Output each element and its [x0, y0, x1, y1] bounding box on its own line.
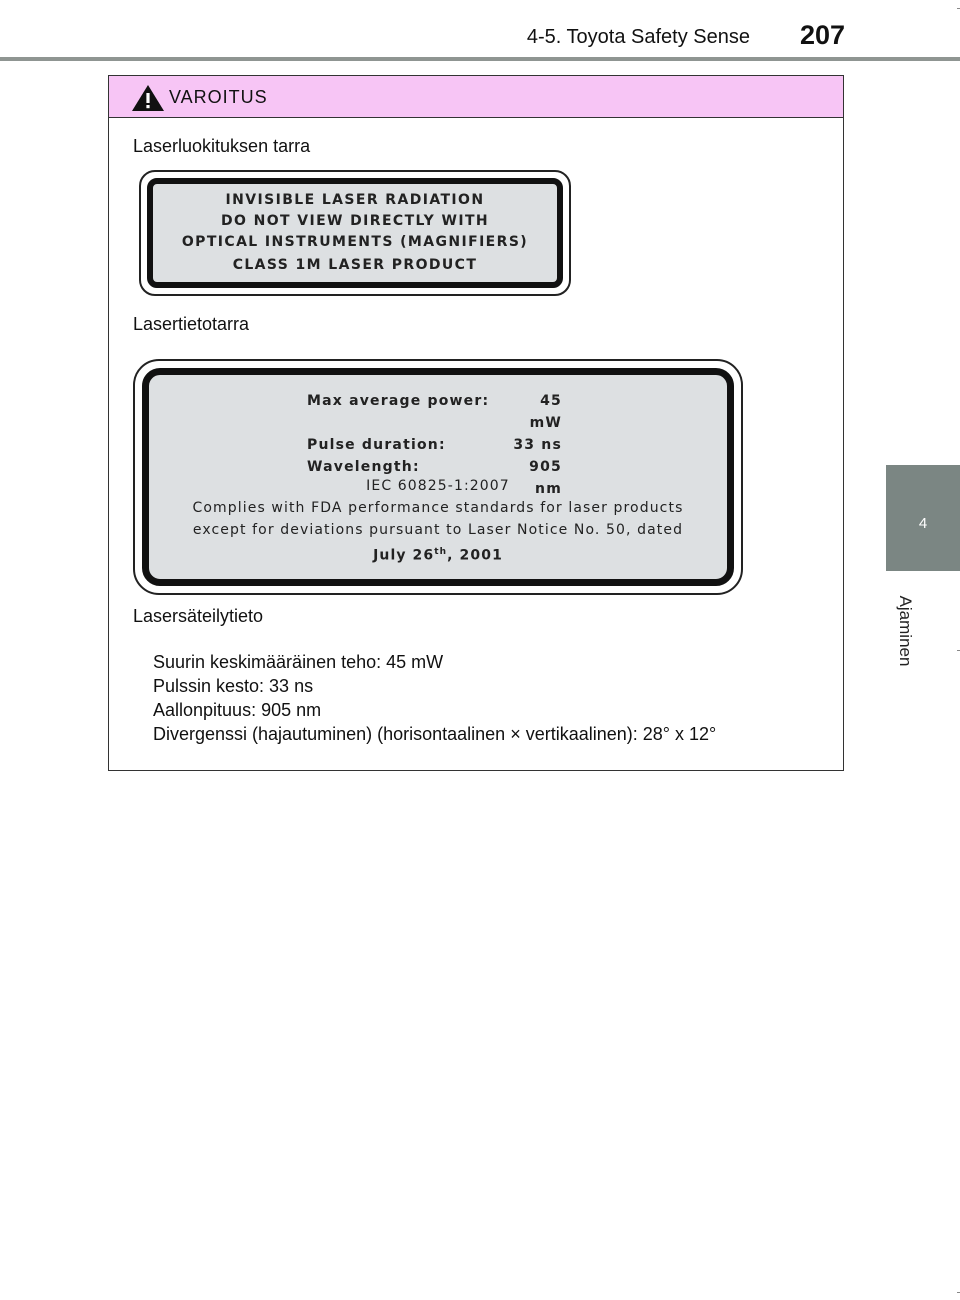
compliance-text: except for deviations pursuant to Laser Notice No. 50, dated — [192, 522, 684, 538]
header-rule — [0, 57, 960, 61]
chapter-label: Ajaminen — [896, 595, 915, 667]
chapter-label-wrapper — [893, 585, 917, 675]
radiation-info-title: Lasersäteilytieto — [133, 606, 264, 626]
spec-key: Max average power: — [307, 393, 490, 409]
spec-value: 45 mW — [529, 393, 562, 431]
classification-label-line: OPTICAL INSTRUMENTS (MAGNIFIERS) — [181, 234, 529, 250]
spec-key: Wavelength: — [307, 459, 420, 475]
chapter-tab[interactable] — [886, 465, 960, 571]
spec-value: 905 nm — [529, 459, 562, 497]
info-label-panel — [142, 368, 734, 586]
spec-row — [307, 390, 562, 434]
spec-value: 33 ns — [513, 437, 562, 453]
date-main: July 26 — [373, 547, 435, 564]
section-title: 4-5. Toyota Safety Sense — [526, 26, 750, 48]
compliance-date — [149, 541, 727, 567]
classification-label-sticker — [139, 170, 571, 296]
warning-label: VAROITUS — [169, 87, 268, 107]
compliance-text: Complies with FDA performance standards for laser products — [192, 500, 684, 516]
spec-row — [307, 434, 562, 456]
radiation-info-line: Pulssin kesto: 33 ns — [153, 676, 314, 696]
date-tail: , 2001 — [447, 547, 503, 564]
radiation-info-line: Aallonpituus: 905 nm — [153, 700, 322, 720]
page-number: 207 — [800, 20, 846, 50]
standard-text: IEC 60825-1:2007 — [366, 478, 510, 494]
warning-header — [109, 76, 843, 118]
chapter-number: 4 — [918, 515, 928, 532]
info-label-sticker — [133, 359, 743, 595]
radiation-info-list — [153, 650, 716, 746]
info-label-title: Lasertietotarra — [133, 314, 250, 334]
warning-triangle-icon — [131, 84, 165, 112]
radiation-info-line: Divergenssi (hajautuminen) (horisontaalinen × vertikaalinen): 28° x 12° — [153, 724, 717, 744]
date-superscript: th — [434, 547, 448, 557]
classification-label-title: Laserluokituksen tarra — [133, 136, 311, 156]
warning-box — [108, 75, 844, 771]
radiation-info-line: Suurin keskimääräinen teho: 45 mW — [153, 652, 444, 672]
classification-label-line: CLASS 1M LASER PRODUCT — [232, 257, 478, 273]
spec-key: Pulse duration: — [307, 437, 446, 453]
classification-label-line: DO NOT VIEW DIRECTLY WITH — [220, 213, 490, 229]
classification-label-line: INVISIBLE LASER RADIATION — [225, 192, 485, 208]
classification-label-panel — [147, 178, 563, 288]
